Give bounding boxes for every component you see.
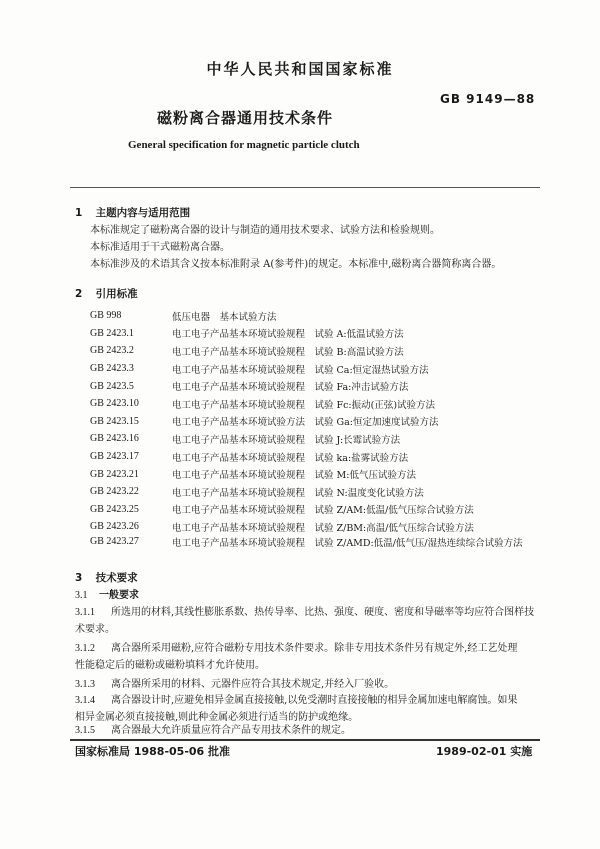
section-3-heading: [75, 570, 138, 585]
reference-item: [90, 360, 560, 378]
clause-3-1-4: [75, 692, 555, 726]
reference-title: 电工电子产品基本环境试验规程 试验 Z/AMD:低温/低气压/湿热连续综合试验方法: [172, 537, 523, 549]
reference-item: [90, 465, 560, 483]
document-title: 磁粉离合器通用技术条件: [157, 109, 334, 127]
header-divider: [70, 187, 540, 188]
section-number: 2: [75, 288, 83, 300]
clause-text-continued: 术要求。: [75, 624, 115, 635]
reference-code: GB 2423.1: [90, 327, 134, 339]
reference-code: GB 998: [90, 310, 122, 322]
reference-item: [90, 377, 560, 395]
paragraph: 本标准适用于干式磁粉离合器。: [90, 242, 230, 253]
reference-title: 低压电器 基本试验方法: [172, 311, 277, 323]
clause-number: 3.1: [75, 590, 88, 601]
subsection-3-1: [75, 587, 555, 604]
reference-title: 电工电子产品基本环境试验规程 试验 ka:盐雾试验方法: [172, 452, 409, 464]
reference-code: GB 2423.15: [90, 415, 139, 427]
reference-title: 电工电子产品基本环境试验方法 试验 Ga:恒定加速度试验方法: [172, 417, 439, 429]
clause-text: 离合器最大允许质量应符合产品专用技术条件的规定。: [111, 725, 351, 736]
effective-date: 1989-02-01 实施: [436, 745, 533, 758]
reference-code: GB 2423.16: [90, 433, 139, 445]
clause-text: 离合器设计时,应避免相异金属直接接触,以免受潮时直接接触的相异金属加速电解腐蚀。如果: [111, 695, 518, 706]
reference-item: [90, 448, 560, 466]
clause-number: 3.1.4: [75, 695, 95, 706]
reference-title: 电工电子产品基本环境试验规程 试验 A:低温试验方法: [172, 329, 404, 341]
reference-code: GB 2423.25: [90, 503, 139, 515]
clause-3-1-1: [75, 604, 555, 638]
clause-heading: 一般要求: [99, 590, 139, 601]
reference-title: 电工电子产品基本环境试验规程 试验 Fc:振动(正弦)试验方法: [172, 399, 436, 411]
reference-item: [90, 413, 560, 431]
reference-title: 电工电子产品基本环境试验规程 试验 B:高温试验方法: [172, 346, 404, 358]
clause-text: 离合器所采用磁粉,应符合磁粉专用技术条件要求。除非专用技术条件另有规定外,经工艺处理: [111, 643, 518, 654]
reference-code: GB 2423.10: [90, 398, 139, 410]
reference-item: [90, 342, 560, 360]
section-title: 引用标准: [95, 288, 138, 300]
section-number: 1: [75, 207, 83, 219]
reference-code: GB 2423.17: [90, 451, 139, 463]
clause-3-1-2: [75, 640, 555, 674]
section-title: 主题内容与适用范围: [95, 207, 191, 219]
standard-number: GB 9149—88: [440, 92, 536, 106]
reference-item: [90, 325, 560, 343]
reference-title: 电工电子产品基本环境试验规程 试验 Ca:恒定湿热试验方法: [172, 364, 429, 376]
clause-number: 3.1.1: [75, 607, 95, 618]
reference-item: [90, 395, 560, 413]
approval-date: 国家标准局 1988-05-06 批准: [75, 745, 231, 758]
footer-divider: [70, 739, 540, 741]
reference-item: [90, 307, 560, 325]
paragraph: 本标准涉及的术语其含义按本标准附录 A(参考件)的规定。本标准中,磁粉离合器简称离合器。: [90, 259, 502, 270]
reference-item: [90, 483, 560, 501]
reference-code: GB 2423.3: [90, 363, 134, 375]
reference-item: [90, 501, 560, 519]
reference-title: 电工电子产品基本环境试验规程 试验 J:长霉试验方法: [172, 434, 401, 446]
clause-text-continued: 性能稳定后的磁粉或磁粉填料才允许使用。: [75, 660, 265, 671]
reference-code: GB 2423.26: [90, 521, 139, 533]
reference-item: [90, 536, 560, 552]
paragraph: 本标准规定了磁粉离合器的设计与制造的通用技术要求、试验方法和检验规则。: [90, 225, 440, 236]
clause-text-continued: 相异金属必须直接接触,则此种金属必须进行适当的防护或绝缘。: [75, 712, 359, 723]
reference-title: 电工电子产品基本环境试验规程 试验 M:低气压试验方法: [172, 470, 416, 482]
reference-code: GB 2423.5: [90, 380, 134, 392]
english-title: General specification for magnetic particle clutch: [128, 139, 360, 151]
clause-3-1-5: [75, 722, 555, 739]
reference-list: [90, 307, 560, 552]
national-standard-title: 中华人民共和国国家标准: [206, 60, 394, 78]
reference-code: GB 2423.27: [90, 535, 139, 547]
section-1-body: [90, 222, 550, 273]
clause-number: 3.1.3: [75, 679, 95, 690]
reference-item: [90, 518, 560, 536]
section-2-heading: [75, 286, 138, 301]
reference-title: 电工电子产品基本环境试验规程 试验 N:温度变化试验方法: [172, 487, 424, 499]
section-1-heading: [75, 205, 190, 220]
reference-item: [90, 430, 560, 448]
reference-title: 电工电子产品基本环境试验规程 试验 Z/BM:高温/低气压综合试验方法: [172, 522, 474, 534]
reference-code: GB 2423.2: [90, 345, 134, 357]
clause-number: 3.1.2: [75, 643, 95, 654]
clause-number: 3.1.5: [75, 725, 95, 736]
section-number: 3: [75, 572, 83, 584]
reference-title: 电工电子产品基本环境试验规程 试验 Fa:冲击试验方法: [172, 382, 409, 394]
clause-3-1-3: [75, 676, 555, 693]
reference-code: GB 2423.22: [90, 486, 139, 498]
clause-text: 所选用的材料,其线性膨胀系数、热传导率、比热、强度、硬度、密度和导磁率等均应符合图样技: [111, 607, 535, 618]
reference-title: 电工电子产品基本环境试验规程 试验 Z/AM:低温/低气压综合试验方法: [172, 505, 474, 517]
clause-text: 离合器所采用的材料、元器件应符合其技术规定,并经入厂验收。: [111, 679, 395, 690]
section-title: 技术要求: [95, 572, 138, 584]
reference-code: GB 2423.21: [90, 468, 139, 480]
